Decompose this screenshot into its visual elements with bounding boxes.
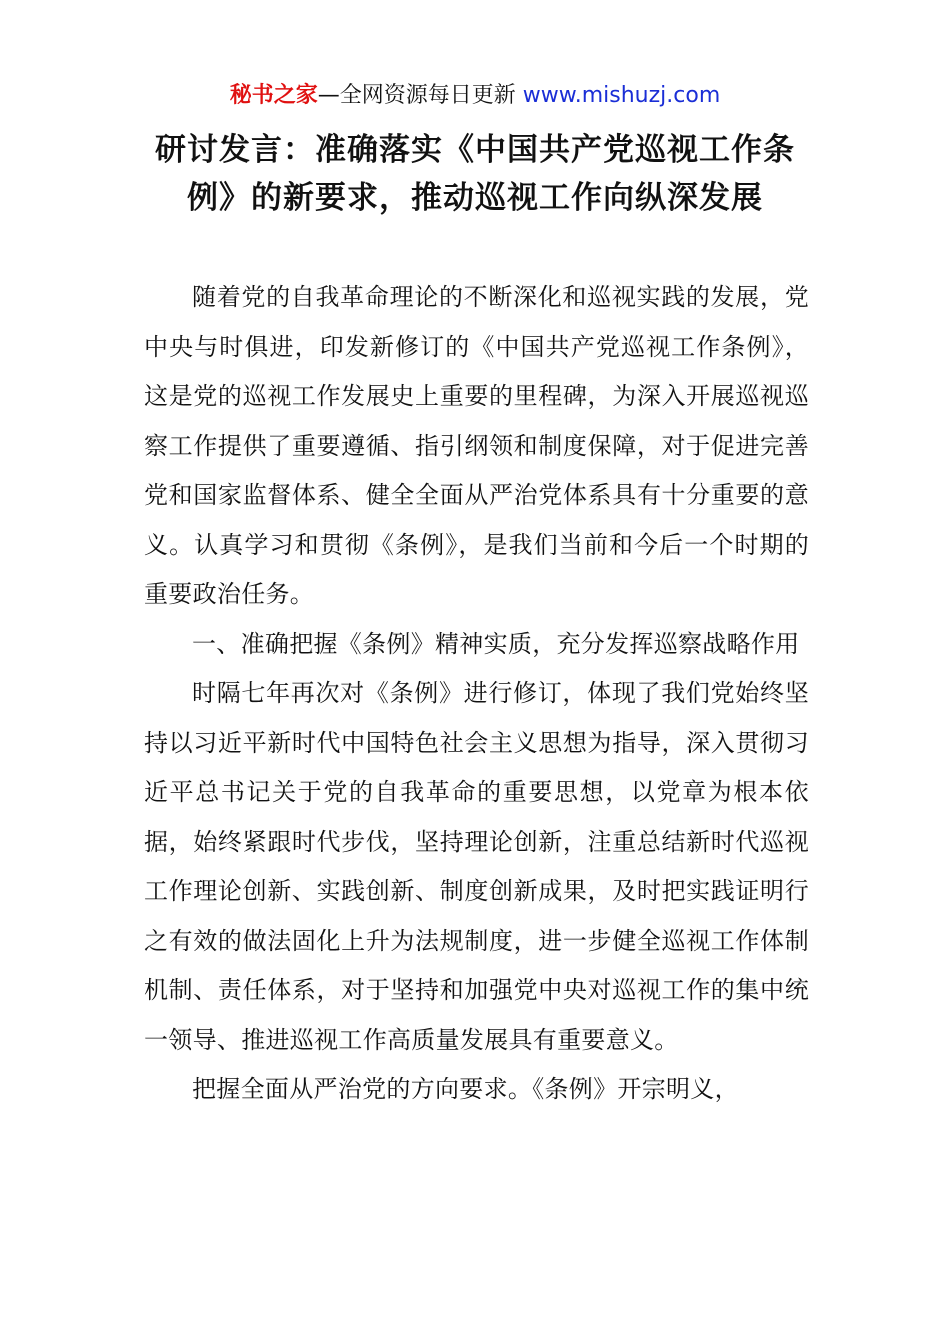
title-line-1: 研讨发言：准确落实《中国共产党巡视工作条: [155, 132, 795, 168]
site-header: [0, 80, 950, 112]
section-heading: 一、准确把握《条例》精神实质，充分发挥巡察战略作用: [192, 629, 800, 658]
site-brand: 秘书之家: [229, 83, 318, 108]
title-line-2: 例》的新要求，推动巡视工作向纵深发展: [187, 180, 763, 216]
site-url: www.mishuzj.com: [522, 83, 721, 108]
body-paragraph: 时隔七年再次对《条例》进行修订，体现了我们党始终坚持以习近平新时代中国特色社会主义思想为指导，深入贯彻习近平总书记关于党的自我革命的重要思想，以党章为根本依据，始终紧跟时代步伐，坚持理论创新，注重总结新时代巡视工作理论创新、实践创新、制度创新成果，及时把实践证明行之有效的做法固化上升为法规制度，进一步健全巡视工作体制机制、责任体系，对于坚持和加强党中央对巡视工作的集中统一领导、推进巡视工作高质量发展具有重要意义。: [144, 679, 809, 1054]
body-paragraph: 把握全面从严治党的方向要求。《条例》开宗明义，: [192, 1075, 739, 1103]
document-title: [100, 126, 850, 222]
body-paragraph: 随着党的自我革命理论的不断深化和巡视实践的发展，党中央与时俱进，印发新修订的《中国共产党巡视工作条例》，这是党的巡视工作发展史上重要的里程碑，为深入开展巡视巡察工作提供了重要遵循、指引纲领和制度保障，对于促进完善党和国家监督体系、健全全面从严治党体系具有十分重要的意义。认真学习和贯彻《条例》，是我们当前和今后一个时期的重要政治任务。: [144, 283, 809, 608]
document-body: [144, 273, 809, 1115]
site-tagline: —全网资源每日更新: [317, 83, 523, 108]
